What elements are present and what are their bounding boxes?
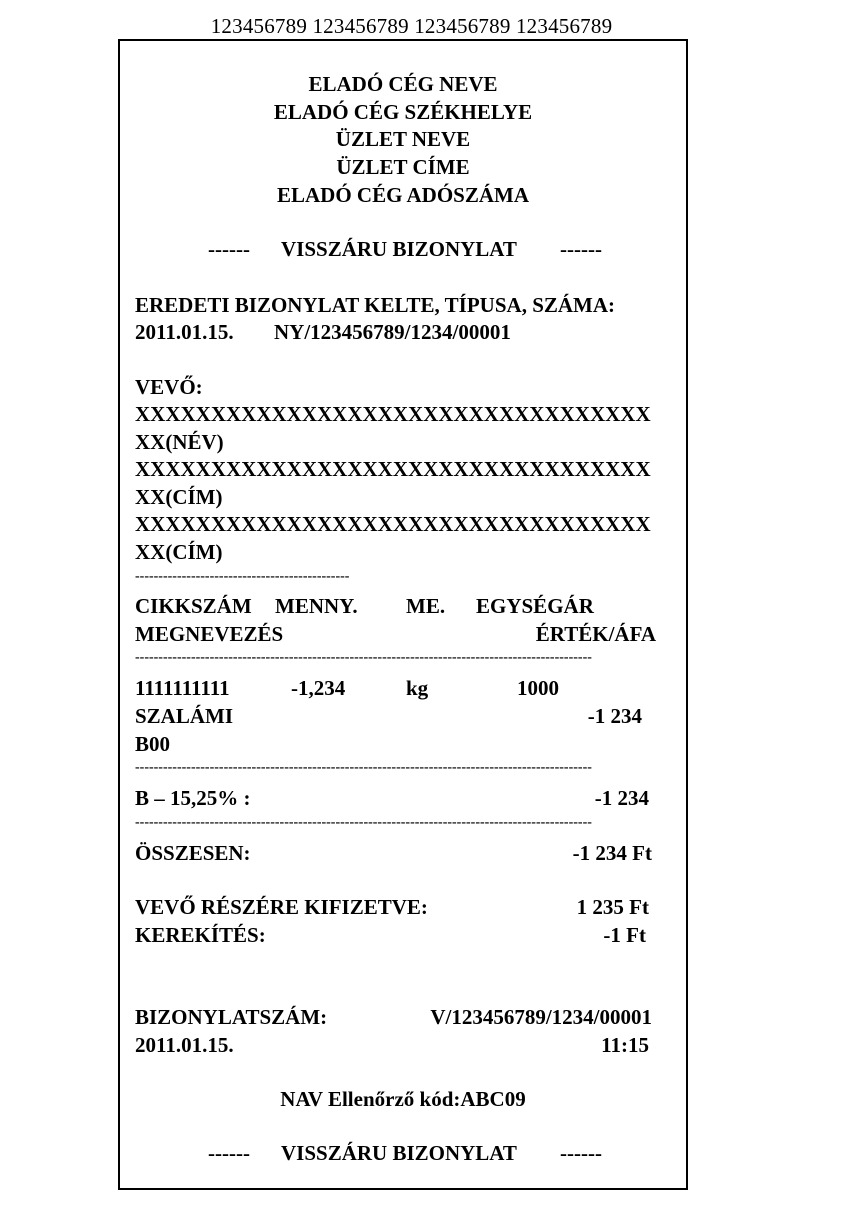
title-dash-right: ------ — [560, 237, 602, 261]
col-value-vat: ÉRTÉK/ÁFA — [535, 622, 656, 646]
buyer-addr1-line2: XX(CÍM) — [135, 485, 223, 509]
payout-label: VEVŐ RÉSZÉRE KIFIZETVE: — [135, 895, 428, 919]
item-number: 1111111111 — [135, 676, 230, 700]
ruler-line: 123456789 123456789 123456789 123456789 — [210, 14, 613, 38]
shop-address: ÜZLET CÍME — [336, 155, 470, 179]
item-vat-code: B00 — [135, 732, 171, 756]
original-doc-label: EREDETI BIZONYLAT KELTE, TÍPUSA, SZÁMA: — [135, 293, 616, 317]
col-item-no: CIKKSZÁM — [135, 594, 252, 618]
shop-name: ÜZLET NEVE — [335, 127, 471, 151]
footer-dash-right: ------ — [560, 1141, 602, 1165]
separator-long: -------------------------------------------------------------------------------------------------- — [135, 761, 592, 775]
separator-long: -------------------------------------------------------------------------------------------------- — [135, 816, 592, 830]
total-value: -1 234 Ft — [572, 841, 652, 865]
col-unit: ME. — [406, 594, 446, 618]
item-name: SZALÁMI — [135, 704, 234, 728]
doc-number: V/123456789/1234/00001 — [430, 1005, 652, 1029]
original-doc-date: 2011.01.15. — [135, 320, 234, 344]
doc-time: 11:15 — [601, 1033, 649, 1057]
buyer-addr2-line2: XX(CÍM) — [135, 540, 223, 564]
footer-dash-left: ------ — [208, 1141, 250, 1165]
title-dash-left: ------ — [208, 237, 250, 261]
buyer-name-line2: XX(NÉV) — [135, 430, 224, 454]
document-title: VISSZÁRU BIZONYLAT — [281, 237, 517, 261]
col-description: MEGNEVEZÉS — [135, 622, 284, 646]
tax-number: ELADÓ CÉG ADÓSZÁMA — [276, 183, 530, 207]
buyer-addr1-line1: XXXXXXXXXXXXXXXXXXXXXXXXXXXXXXXXXX — [135, 457, 651, 481]
buyer-label: VEVŐ: — [135, 375, 203, 399]
total-label: ÖSSZESEN: — [135, 841, 251, 865]
company-name: ELADÓ CÉG NEVE — [308, 72, 498, 96]
buyer-addr2-line1: XXXXXXXXXXXXXXXXXXXXXXXXXXXXXXXXXX — [135, 512, 651, 536]
rounding-label: KEREKÍTÉS: — [135, 923, 266, 947]
vat-summary-label: B – 15,25% : — [135, 786, 251, 810]
separator-long: -------------------------------------------------------------------------------------------------- — [135, 651, 592, 665]
receipt — [118, 39, 688, 1190]
separator-short: ---------------------------------------------- — [135, 570, 350, 584]
original-doc-number: NY/123456789/1234/00001 — [274, 320, 511, 344]
item-unit: kg — [406, 676, 429, 700]
vat-summary-value: -1 234 — [594, 786, 649, 810]
doc-number-label: BIZONYLATSZÁM: — [135, 1005, 328, 1029]
company-seat: ELADÓ CÉG SZÉKHELYE — [273, 100, 533, 124]
item-qty: -1,234 — [291, 676, 346, 700]
item-unit-price: 1000 — [517, 676, 559, 700]
item-value: -1 234 — [587, 704, 642, 728]
col-qty: MENNY. — [275, 594, 358, 618]
buyer-name-line1: XXXXXXXXXXXXXXXXXXXXXXXXXXXXXXXXXX — [135, 402, 651, 426]
doc-date: 2011.01.15. — [135, 1033, 234, 1057]
nav-control-code: NAV Ellenőrző kód:ABC09 — [280, 1087, 526, 1111]
footer-title: VISSZÁRU BIZONYLAT — [281, 1141, 517, 1165]
col-unit-price: EGYSÉGÁR — [476, 594, 594, 618]
payout-value: 1 235 Ft — [576, 895, 649, 919]
rounding-value: -1 Ft — [603, 923, 646, 947]
